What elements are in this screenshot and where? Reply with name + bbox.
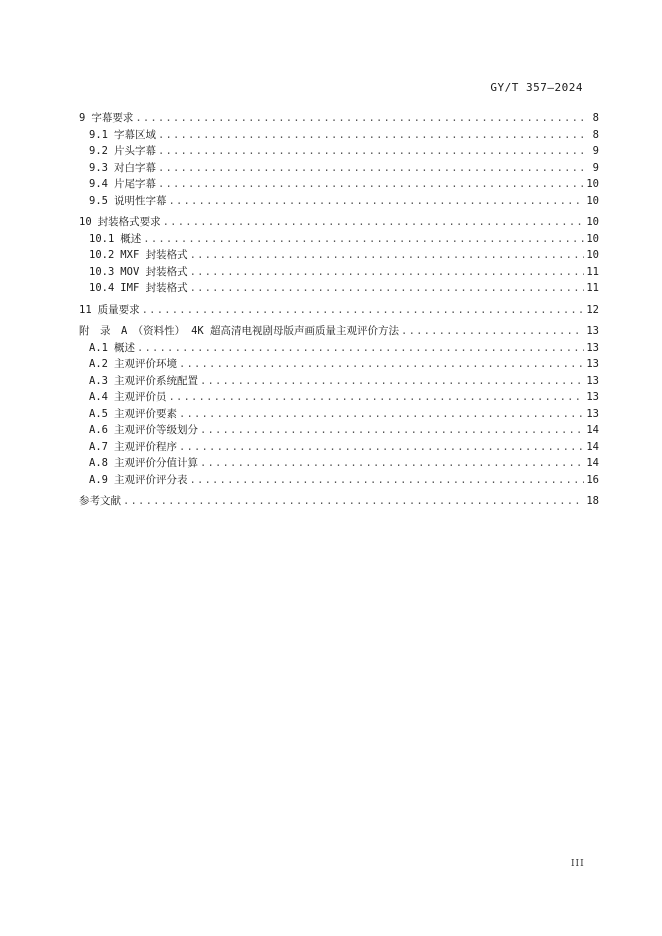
- toc-entry-number: 10.1: [89, 232, 115, 245]
- toc-entry[interactable]: [79, 264, 599, 281]
- toc-entry-title: 概述: [113, 341, 135, 354]
- toc-entry-number: A.2: [89, 358, 108, 370]
- toc-dot-leader: [190, 247, 585, 264]
- toc-entry-title: 封装格式要求: [97, 216, 161, 228]
- toc-dot-leader: [200, 373, 584, 390]
- toc-entry[interactable]: [79, 406, 599, 423]
- toc-entry[interactable]: [79, 340, 599, 357]
- toc-dot-leader: [190, 280, 585, 297]
- toc-entry-title: IMF 封装格式: [120, 282, 188, 294]
- toc-dot-leader: [190, 264, 585, 281]
- toc-entry-title: 参考文献: [79, 495, 121, 507]
- toc-entry-title: 说明性字幕: [113, 194, 167, 207]
- toc-dot-leader: [158, 127, 587, 144]
- toc-entry-title: 片尾字幕: [113, 178, 156, 190]
- toc-entry[interactable]: [79, 160, 599, 177]
- toc-dot-leader: [401, 323, 584, 340]
- toc-entry-page-number: 11: [586, 282, 599, 294]
- toc-entry-page-number: 13: [586, 407, 599, 420]
- toc-entry-title: 字幕区域: [113, 128, 156, 141]
- toc-entry-page-number: 14: [586, 424, 599, 436]
- toc-dot-leader: [137, 340, 584, 357]
- toc-entry-title: 主观评价分值计算: [113, 457, 198, 469]
- toc-dot-leader: [200, 455, 584, 472]
- toc-entry[interactable]: [79, 193, 599, 210]
- toc-entry[interactable]: [79, 214, 599, 231]
- toc-entry-page-number: 10: [586, 249, 599, 261]
- toc-entry-number: 10.2: [89, 249, 115, 261]
- toc-entry-number: 9.1: [89, 128, 108, 141]
- toc-entry-number: 10.3: [89, 265, 115, 278]
- toc-entry[interactable]: [79, 356, 599, 373]
- toc-dot-leader: [158, 160, 587, 177]
- document-code: GY/T 357—2024: [490, 81, 583, 94]
- toc-entry-number: 9.2: [89, 145, 108, 157]
- toc-entry-title: 4K 超高清电视剧母版声画质量主观评价方法: [191, 325, 400, 337]
- toc-entry-page-number: 10: [586, 178, 599, 190]
- toc-entry[interactable]: [79, 302, 599, 319]
- toc-entry-number: 附 录 A （资料性）: [79, 325, 186, 337]
- toc-entry-title: 主观评价系统配置: [113, 374, 198, 387]
- toc-dot-leader: [179, 406, 584, 423]
- toc-entry-page-number: 8: [592, 112, 599, 124]
- toc-entry[interactable]: [79, 455, 599, 472]
- toc-entry[interactable]: [79, 493, 599, 510]
- toc-entry-title: 主观评价等级划分: [113, 424, 198, 436]
- toc-entry-page-number: 14: [586, 440, 599, 453]
- toc-entry-number: 11: [79, 303, 92, 316]
- toc-entry[interactable]: [79, 176, 599, 193]
- toc-entry-number: A.6: [89, 424, 108, 436]
- toc-entry-title: 字幕要求: [91, 112, 134, 124]
- toc-entry-page-number: 9: [592, 145, 599, 157]
- toc-dot-leader: [158, 143, 587, 160]
- toc-entry[interactable]: [79, 323, 599, 340]
- toc-entry-number: A.9: [89, 473, 108, 486]
- toc-entry-number: A.8: [89, 457, 108, 469]
- toc-entry-number: A.7: [89, 440, 108, 453]
- toc-entry-title: 主观评价程序: [113, 440, 177, 453]
- table-of-contents: [79, 110, 599, 510]
- toc-dot-leader: [135, 110, 587, 127]
- toc-entry[interactable]: [79, 127, 599, 144]
- toc-entry-number: A.4: [89, 391, 108, 403]
- toc-entry[interactable]: [79, 422, 599, 439]
- toc-entry-title: 主观评价环境: [113, 358, 177, 370]
- toc-entry-title: 主观评价评分表: [113, 473, 188, 486]
- toc-entry[interactable]: [79, 389, 599, 406]
- toc-entry-number: 10: [79, 216, 92, 228]
- toc-entry-title: MOV 封装格式: [120, 265, 188, 278]
- toc-entry-number: 9.4: [89, 178, 108, 190]
- toc-entry-title: MXF 封装格式: [120, 249, 188, 261]
- toc-entry[interactable]: [79, 280, 599, 297]
- toc-entry-page-number: 13: [586, 391, 599, 403]
- toc-entry-number: 9.3: [89, 161, 108, 174]
- toc-entry-number: A.3: [89, 374, 108, 387]
- toc-dot-leader: [123, 493, 584, 510]
- toc-entry-title: 片头字幕: [113, 145, 156, 157]
- toc-entry-page-number: 13: [586, 341, 599, 354]
- toc-entry[interactable]: [79, 231, 599, 248]
- toc-entry[interactable]: [79, 143, 599, 160]
- toc-entry[interactable]: [79, 247, 599, 264]
- toc-entry[interactable]: [79, 110, 599, 127]
- toc-entry-number: A.5: [89, 407, 108, 420]
- toc-entry-page-number: 10: [586, 216, 599, 228]
- toc-dot-leader: [158, 176, 584, 193]
- toc-entry-title: 主观评价要素: [113, 407, 177, 420]
- toc-dot-leader: [179, 356, 584, 373]
- toc-entry[interactable]: [79, 439, 599, 456]
- toc-dot-leader: [168, 193, 584, 210]
- toc-entry-title: 主观评价员: [113, 391, 167, 403]
- toc-entry[interactable]: [79, 373, 599, 390]
- toc-entry-page-number: 18: [586, 495, 599, 507]
- toc-entry-page-number: 12: [586, 303, 599, 316]
- toc-entry-page-number: 13: [586, 358, 599, 370]
- toc-entry-title: 质量要求: [97, 303, 140, 316]
- toc-dot-leader: [168, 389, 584, 406]
- toc-entry-page-number: 14: [586, 457, 599, 469]
- toc-entry-page-number: 13: [586, 325, 599, 337]
- toc-entry-page-number: 10: [586, 232, 599, 245]
- toc-entry-page-number: 11: [586, 265, 599, 278]
- toc-entry-title: 对白字幕: [113, 161, 156, 174]
- toc-entry-page-number: 9: [592, 161, 599, 174]
- toc-dot-leader: [142, 302, 585, 319]
- page-folio: III: [571, 859, 585, 869]
- toc-dot-leader: [179, 439, 584, 456]
- toc-dot-leader: [200, 422, 584, 439]
- toc-dot-leader: [189, 472, 584, 489]
- toc-entry-number: 10.4: [89, 282, 115, 294]
- toc-entry-number: A.1: [89, 341, 108, 354]
- toc-entry-page-number: 13: [586, 374, 599, 387]
- toc-entry[interactable]: [79, 472, 599, 489]
- toc-entry-page-number: 16: [586, 473, 599, 486]
- toc-entry-number: 9.5: [89, 194, 108, 207]
- toc-entry-number: 9: [79, 112, 86, 124]
- toc-entry-page-number: 10: [586, 194, 599, 207]
- toc-dot-leader: [163, 214, 585, 231]
- toc-entry-page-number: 8: [592, 128, 599, 141]
- toc-entry-title: 概述: [120, 232, 142, 245]
- toc-dot-leader: [143, 231, 584, 248]
